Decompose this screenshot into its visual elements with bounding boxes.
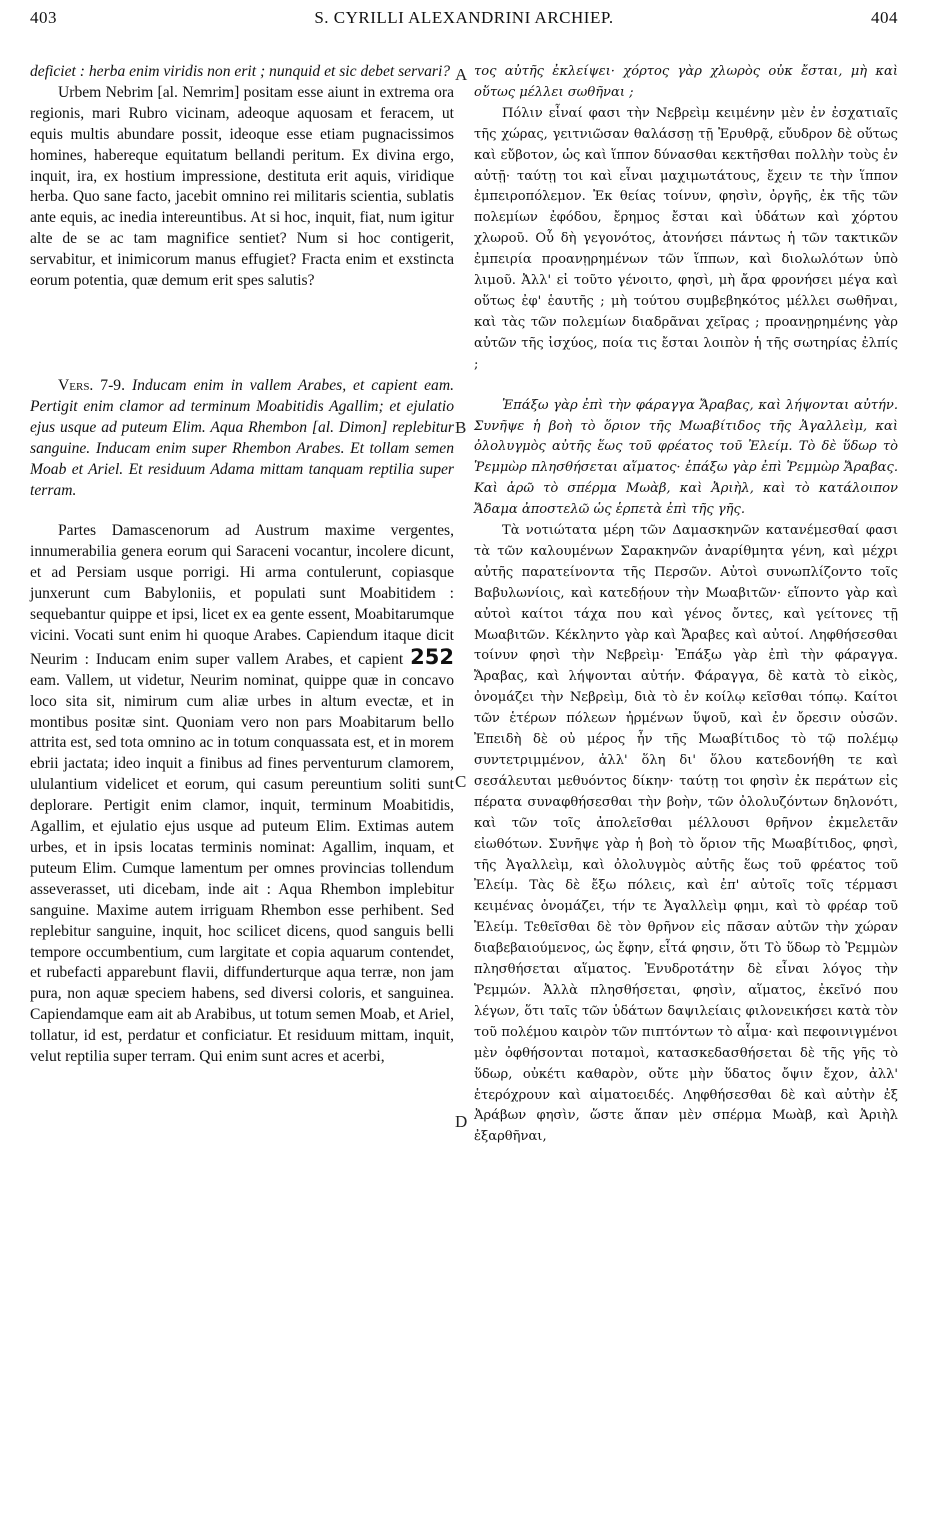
greek-paragraph-2: Τὰ νοτιώτατα μέρη τῶν Δαμασκηνῶν κατανέμεσθαί φασι τὰ τῶν καλουμένων Σαρακηνῶν ἀναρίθμητα γένη, καὶ μέχρι αὐτῆς παρατείνοντα τῆς Περσῶν. Αὐτοὶ συνωπλίζοντο τοῖς Βαβυλωνίοις, καὶ κατεδῄουν τὴν Μωαβιτῶν· εἵποντο γὰρ καὶ αὐτοὶ καίτοι τάχα που καὶ γένος ὄντες, καὶ γείτονες τῇ Μωαβιτῶν. Κέκληντο γὰρ καὶ Ἄραβες καὶ αὐτοί. Ληφθήσεσθαι τοίνυν φησὶ τὴν Νεβρεὶμ· Ἐπάξω γὰρ ἐπὶ τὴν φάραγγα. Ἄραβας, καὶ λήψονται αὐτήν. Φάραγγα, δὲ κατὰ τὸ εἰκὸς, ὀνομάζει τὴν Νεβρεὶμ, διὰ τὸ ἐν κοίλῳ κεῖσθαι τόπῳ. Καίτοι τῶν ἑτέρων πόλεων ἠρμένων ὕψοῦ, καὶ ἐν ὄρεσιν οὐσῶν. Ἐπειδὴ δὲ οὐ μέρος ἦν τῆς Μωαβίτιδος τὸ τῷ πολέμῳ συντετριμμένον, ἀλλ' ὅλη δι' ὅλου κατεδονήθη τε καὶ σεσάλευται μεθυόντος δίκην· ταύτῃ τοι φησὶν ἐκ περάτων εἰς πέρατα συναφθήσεσθαι τὴν βοὴν, τῶν ὀλολυζόντων δηλονότι, καὶ τῶν τοῖς ἀπολεῖσθαι μέλλουσι θρῆνον ἐκμελετᾶν εἰωθότων. Συνῆψε γὰρ ἡ βοὴ τὸ ὅριον τῆς Μωαβίτιδος, φησὶ, τῆς Ἀγαλλεὶμ, καὶ ὀλολυγμὸς αὐτῆς ἕως τοῦ φρέατος τοῦ Ἐλείμ. Τὰς δὲ ἔξω πόλεις, καὶ ἐπ' αὐτοῖς τοῖς τέρμασι κειμένας ὀνομάζει, τήν τε Ἀγαλλεὶμ φημι, καὶ τὸ φρέαρ τοῦ Ἐλείμ. Τεθεῖσθαι δὲ τὸν θρῆνον εἰς πᾶσαν αὐτῶν τὴν χώραν διαβεβαιούμενος, ὡς ἔφην, εἶτά φησιν, ὅτι Τὸ ὕδωρ τὸ Ῥεμμὼν πλησθήσεται αἵματος. Ἐνυδροτάτην δὲ εἶναι λόγος τὴν Ῥεμμών. Ἀλλὰ πλησθήσεται, φησὶν, αἵματος, ἐκεῖνό που λέγων, ὅτι ταῖς τῶν ὑδάτων δαψιλείαις φιλονεικήσει κατὰ τὸν τοῦ πολέμου καιρὸν τῶν πιπτόντων τὸ αἷμα· καὶ πεφοινιγμένοι μὲν ὀφθήσονται ποταμοὶ, κατασκεδασθήσεται δὲ τῆς γῆς τὸ ὕδωρ, οὐκέτι καθαρὸν, οὔτε μὴν ὕδατος ὄψιν ἔχον, ἀλλ' ἑτερόχρουν καὶ αἱματοειδές. Ληφθήσεσθαι δὲ καὶ αὐτὴν ἐξ Ἀράβων φησὶν, ὥστε ἅπαν μὲν σπέρμα Μωὰβ, καὶ Ἀριὴλ ἐξαρθῆναι,: [474, 523, 898, 1145]
latin-paragraph-2a: Partes Damascenorum ad Austrum maxime vergentes, innumerabilia genera eorum qui Saraceni vocantur, incolere dicunt, et ad Persiam usque porrigi. Hi arma contulerunt, copiasque junxerunt cum Babyloniis, et populati sunt Moabitidem : sequebantur quippe et ipsi, licet ex ea gente essent, Moabitarumque vicini. Vocati sunt enim hi quoque Arabes. Capiendum itaque dicit Neurim : Inducam enim super vallem Arabes, et capient: [30, 522, 454, 668]
latin-paragraph-1: Urbem Nebrim [al. Nemrim] positam esse aiunt in extrema ora regionis, mari Rubro vicinam, adeoque aquosam et feracem, ut equis multis abundare possit, ideoque esse etiam pugnacissimos homines, habereque equitatum bellandi peritum. Ex divina ergo, inquit, ira, ex hostium impressione, destituta erit aquis, viridique herba. Quo sane facto, jacebit omnino rei militaris scientia, sublatis ante equis, ac inedia intereuntibus. At si hoc, inquit, fiat, num igitur alte de se ac tam magnifice sentiet? Num si hoc contigerit, servabitur, et inimicorum manus effugiet? Fracta enim et exstincta eorum potentia, quæ demum erit spes salutis?: [30, 83, 454, 290]
greek-column: [474, 62, 898, 1148]
page-number-right: 404: [871, 8, 898, 27]
latin-column: [30, 62, 454, 1068]
verse-text: Inducam enim in vallem Arabes, et capient eam. Pertigit enim clamor ad terminum Moabitidis Agallim; et ejulatio ejus usque ad puteum Elim. Aqua Rhembon [al. Dimon] replebitur sanguine. Inducam enim super Rhembon Arabes. Et tollam semen Moab et Ariel. Et residuum Adama mittam tanquam reptilia super terram.: [30, 376, 454, 499]
margin-letter-c: C: [455, 772, 467, 791]
greek-verse: Ἐπάξω γὰρ ἐπὶ τὴν φάραγγα Ἄραβας, καὶ λήψονται αὐτήν. Συνῆψε ἡ βοὴ τὸ ὅριον τῆς Μωαβίτιδος τῆς Ἀγαλλεὶμ, καὶ ὀλολυγμὸς αὐτῆς ἕως τοῦ φρέατος τοῦ Ἐλείμ. Τὸ δὲ ὕδωρ τὸ Ῥεμμὼρ πλησθήσεται αἵματος· ἐπάξω γὰρ ἐπὶ Ῥεμμὼρ Ἄραβας. Καὶ ἀρῶ τὸ σπέρμα Μωὰβ, καὶ Ἀριὴλ, καὶ τὸ κατάλοιπον Ἄδαμα ἀποστελῶ ὡς ἑρπετὰ ἐπὶ τῆς γῆς.: [474, 397, 898, 518]
running-header: [30, 8, 898, 38]
verse-label: Vers. 7-9.: [58, 376, 125, 394]
latin-opening: deficiet : herba enim viridis non erit ; nunquid et sic debet servari?: [30, 63, 451, 80]
running-title: S. CYRILLI ALEXANDRINI ARCHIEP.: [314, 8, 614, 27]
margin-letter-b: B: [455, 418, 467, 437]
latin-paragraph-2: [30, 521, 454, 1068]
column-number: 252: [410, 644, 455, 669]
greek-opening: τος αὐτῆς ἐκλείψει· χόρτος γὰρ χλωρὸς οὐκ ἔσται, μὴ καὶ οὕτως μέλλει σωθῆναι ;: [474, 64, 898, 100]
margin-letter-d: D: [455, 1112, 468, 1131]
latin-verse: [30, 376, 454, 501]
greek-paragraph-1: Πόλιν εἶναί φασι τὴν Νεβρεὶμ κειμένην μὲν ἐν ἐσχατιαῖς τῆς χώρας, γειτνιῶσαν θαλάσσῃ τῇ Ἐρυθρᾷ, εὔυδρον δὲ οὕτως καὶ εὔβοτον, ὡς καὶ ἵππον δύνασθαι κεκτῆσθαι πολλὴν τοὺς ἐν αὐτῇ· ταύτῃ τοι καὶ εἶναι μαχιμωτάτους, ἔχειν τε τὴν ἵππον ἐμπειροπόλεμον. Ἐκ θείας τοίνυν, φησὶν, ὀργῆς, ἐκ τῆς τῶν πολεμίων ἐφόδου, ἔρημος ἔσται καὶ ὑδάτων καὶ χόρτου χλωροῦ. Οὗ δὴ γεγονότος, ἀτονήσει πάντως ἡ τῶν τακτικῶν ἐμπειρία προανῃρημένων τῶν ἵππων, καὶ διολωλότων ὑπὸ λιμοῦ. Ἀλλ' εἰ τοῦτο γένοιτο, φησὶ, μὴ ἄρα φρονήσει μέγα καὶ οὕτως ἐφ' ἑαυτῆς ; μὴ τούτου συμβεβηκότος μέλλει σωθῆναι, καὶ τὰς τῶν πολεμίων διαδρᾶναι χεῖρας ; προανῃρημένης γὰρ αὐτῶν τῆς ἰσχύος, ποία τις ἔσται λοιπὸν ἡ τῆς σωτηρίας ἐλπίς ;: [474, 105, 898, 372]
latin-paragraph-2b: eam. Vallem, ut videtur, Neurim nominat, quippe quæ in concavo loco sita sit, nimirum cum aliæ urbes in altum evectæ, et in montibus positæ sint. Quoniam vero non pars Moabitarum bello attrita est, sed tota omnino ac in totum conquassata est, et in morem ebrii jactata; ideo inquit a finibus ad fines perventurum clamorem, ululantium videlicet et eorum, qui casum pereuntium soliti sunt deplorare. Pertigit enim clamor, inquit, terminum Moabitidis, Agallim, et ejulatio ejus usque ad puteum Elim. Extimas autem urbes, et in ipsis locatas terminis nominat: Agallim, inquam, et puteum Elim. Cumque lamentum per omnes provincias tollendum asseverasset, uti dicebam, inde ait : Aqua Rhembon implebitur sanguine. Maxime autem irriguam Rhembon esse perhibent. Sed replebitur sanguine, inquit, hoc scilicet dicens, quod sanguis belli tempore occumbentium, cum largitate et copia aquarum contendet, et rubefacti apparebunt flavii, diffunderturque aqua terræ, non jam pura, non aquæ speciem habens, sed diversi coloris, et sanguinea. Capiendamque eam ait ab Arabibus, ut totum semen Moab, et Ariel, tollatur, id est, perdatur et conficiatur. Et residuum mittam, inquit, velut reptilia super terram. Qui enim sunt acres et acerbi,: [30, 671, 454, 1066]
page-number-left: 403: [30, 8, 57, 27]
margin-letter-a: A: [455, 65, 468, 84]
